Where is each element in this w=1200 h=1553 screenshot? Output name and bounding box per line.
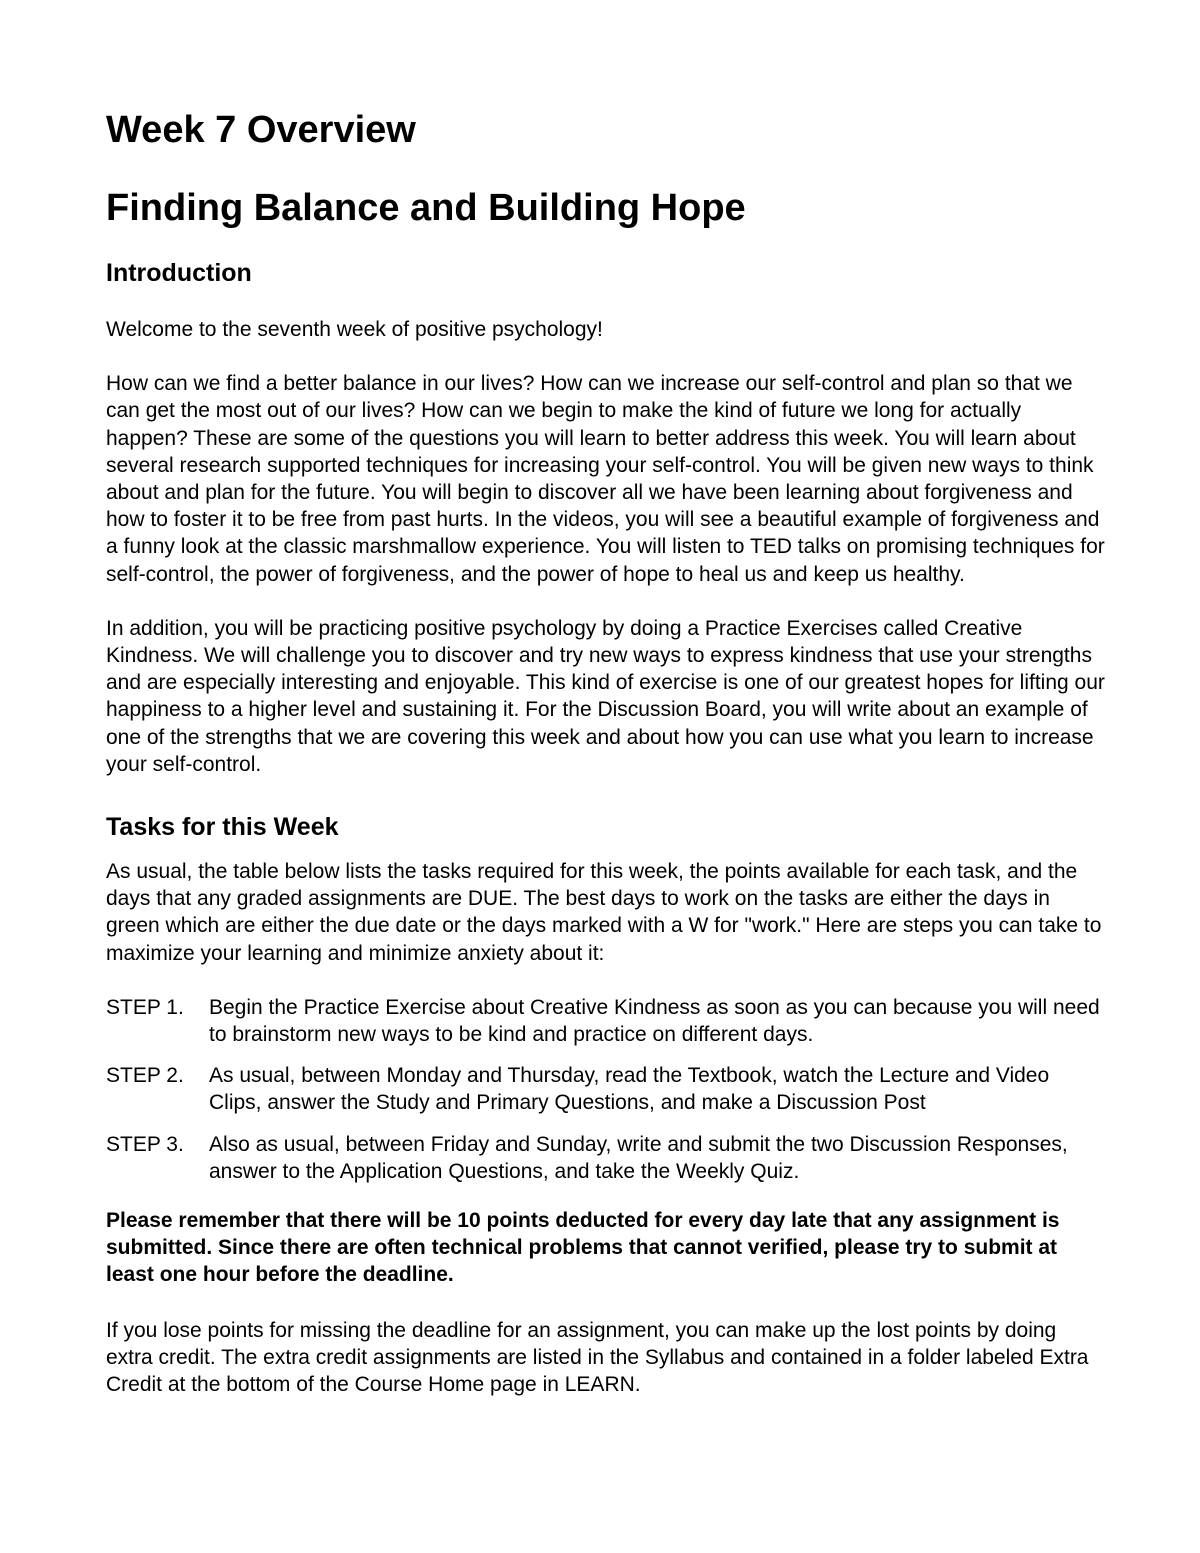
step-label: STEP 2. — [106, 1064, 184, 1088]
extra-credit-paragraph: If you lose points for missing the deadline for an assignment, you can make up the lost points by doing extra credit. The extra credit assignments are listed in the Syllabus and contained in a folder labeled Extra Credit at the bottom of the Course Home page in LEARN. — [106, 1318, 1089, 1397]
step-item — [106, 994, 1106, 1048]
late-penalty-warning: Please remember that there will be 10 points deducted for every day late that any assignment is submitted. Since there are often technical problems that cannot verified, please try to submit at least one hour before the deadline. — [106, 1209, 1060, 1287]
introduction-heading: Introduction — [106, 259, 252, 287]
document-content — [106, 108, 1106, 1398]
step-text: Also as usual, between Friday and Sunday, write and submit the two Discussion Responses, answer to the Application Questions, and take the Weekly Quiz. — [209, 1132, 1068, 1183]
steps-list — [106, 994, 1106, 1185]
tasks-paragraph: As usual, the table below lists the tasks required for this week, the points available for each task, and the days that any graded assignments are DUE. The best days to work on the tasks are either the days in green which are either the due date or the days marked with a W for "work." Here are steps you can take to maximize your learning and minimize anxiety about it: — [106, 860, 1102, 965]
tasks-heading: Tasks for this Week — [106, 813, 339, 842]
step-label: STEP 3. — [106, 1132, 184, 1156]
step-text: As usual, between Monday and Thursday, read the Textbook, watch the Lecture and Video Clips, answer the Study and Primary Questions, and make a Discussion Post — [209, 1064, 1050, 1115]
intro-paragraph-2: In addition, you will be practicing positive psychology by doing a Practice Exercises called Creative Kindness. We will challenge you to discover and try new ways to express kindness that use your strengths and are especially interesting and enjoyable. This kind of exercise is one of our greatest hopes for lifting our happiness to a higher level and sustaining it. For the Discussion Board, you will write about an example of one of the strengths that we are covering this week and about how you can use what you learn to increase your self-control. — [106, 616, 1105, 776]
welcome-paragraph: Welcome to the seventh week of positive psychology! — [106, 318, 603, 341]
intro-paragraph-1: How can we find a better balance in our lives? How can we increase our self-control and plan so that we can get the most out of our lives? How can we begin to make the kind of future we long for actually happen? These are some of the questions you will learn to better address this week. You will learn about several research supported techniques for increasing your self-control. You will be given new ways to think about and plan for the future. You will begin to discover all we have been learning about forgiveness and how to foster it to be free from past hurts. In the videos, you will see a beautiful example of forgiveness and a funny look at the classic marshmallow experience. You will listen to TED talks on promising techniques for self-control, the power of forgiveness, and the power of hope to heal us and keep us healthy. — [106, 372, 1105, 586]
step-item — [106, 1062, 1106, 1116]
week-title: Week 7 Overview — [106, 109, 416, 151]
step-item — [106, 1131, 1106, 1185]
main-title: Finding Balance and Building Hope — [106, 187, 746, 229]
step-label: STEP 1. — [106, 995, 184, 1019]
step-text: Begin the Practice Exercise about Creative Kindness as soon as you can because you will need to brainstorm new ways to be kind and practice on different days. — [209, 995, 1100, 1047]
